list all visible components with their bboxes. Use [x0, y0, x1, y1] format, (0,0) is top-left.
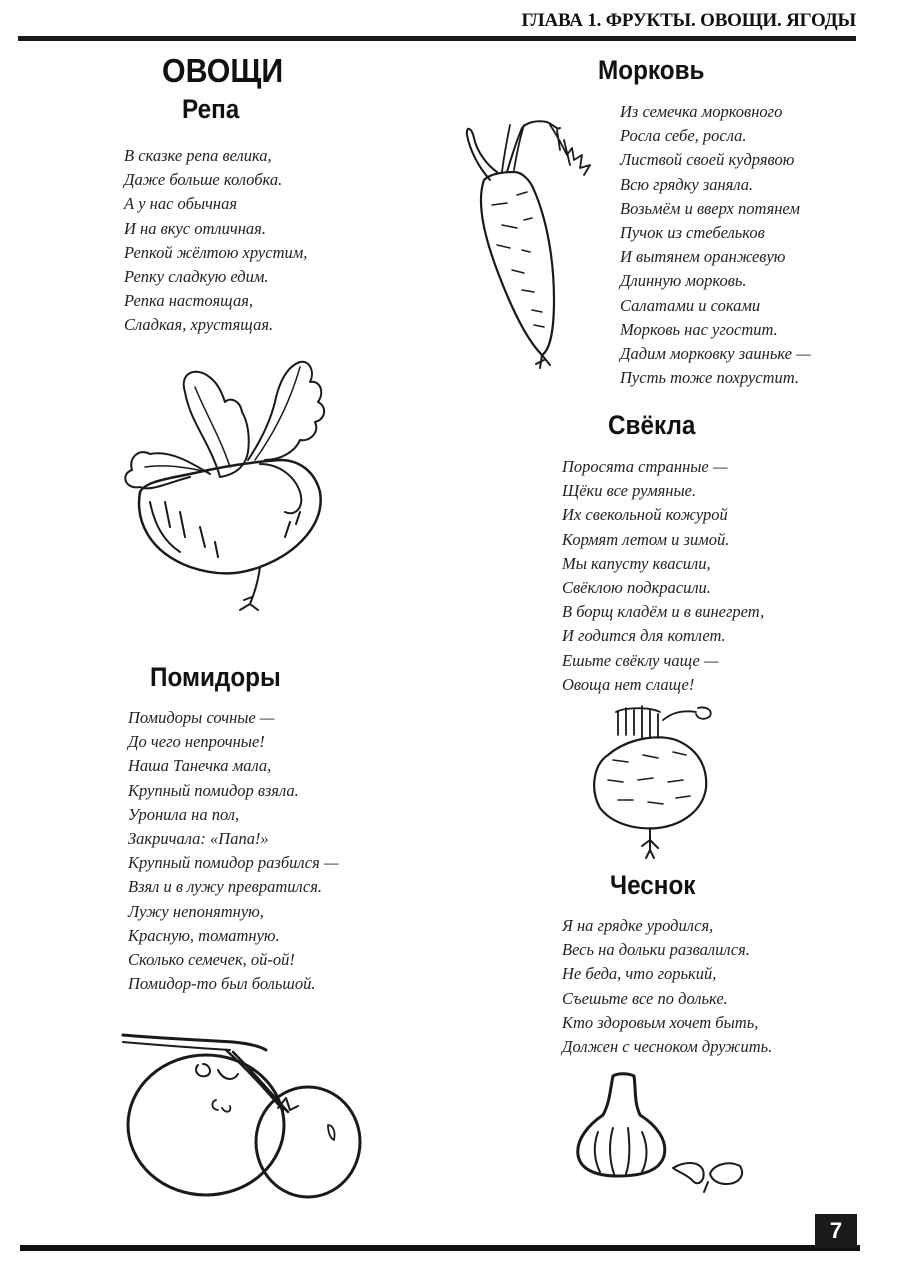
poem-line: Поросята странные —: [562, 457, 728, 476]
poem-line: Морковь нас угостит.: [620, 319, 778, 339]
poem-repa: [124, 144, 307, 338]
footer-divider: [20, 1245, 860, 1251]
poem-svekla: [562, 455, 764, 697]
poem-line: До чего непрочные!: [128, 732, 265, 752]
poem-title-svekla: Свёкла: [608, 410, 696, 440]
poem-line: Росла себе, росла.: [620, 126, 747, 146]
beet-illustration-icon: [588, 700, 718, 860]
poem-line: Должен с чесноком дружить.: [562, 1037, 773, 1057]
poem-line: Весь на дольки развалился.: [562, 940, 750, 960]
poem-line: Репкой жёлтою хрустим,: [124, 242, 308, 262]
tomatoes-illustration-icon: [118, 1030, 368, 1200]
poem-line: Помидоры сочные —: [128, 708, 275, 727]
poem-line: Помидор-то был большой.: [128, 974, 316, 994]
poem-line: Мы капусту квасили,: [562, 553, 711, 573]
carrot-illustration-icon: [462, 110, 602, 375]
poem-line: Репка настоящая,: [124, 291, 254, 311]
poem-line: Крупный помидор разбился —: [128, 853, 339, 873]
poem-line: Салатами и соками: [620, 295, 761, 315]
poem-line: Репку сладкую едим.: [124, 267, 269, 287]
poem-line: Уронила на пол,: [128, 804, 240, 824]
poem-line: Их свекольной кожурой: [562, 505, 728, 525]
poem-line: Ешьте свёклу чаще —: [562, 650, 719, 670]
poem-line: И на вкус отличная.: [124, 218, 266, 238]
poem-line: Возьмём и вверх потянем: [620, 198, 800, 218]
poem-line: Длинную морковь.: [620, 271, 747, 291]
poem-line: Я на грядке уродился,: [562, 916, 714, 935]
poem-line: Взял и в лужу превратился.: [128, 877, 323, 897]
poem-line: Закричала: «Папа!»: [128, 829, 269, 849]
poem-line: Крупный помидор взяла.: [128, 780, 299, 800]
section-title: ОВОЩИ: [162, 52, 284, 89]
poem-line: Съешьте все по дольке.: [562, 988, 728, 1008]
poem-pomidory: [128, 706, 339, 996]
poem-title-pomidory: Помидоры: [150, 662, 281, 692]
poem-line: Пучок из стебельков: [620, 223, 765, 243]
poem-line: И годится для котлет.: [562, 626, 726, 646]
poem-title-repa: Репа: [182, 94, 240, 124]
poem-line: А у нас обычная: [124, 194, 238, 214]
chapter-header: ГЛАВА 1. ФРУКТЫ. ОВОЩИ. ЯГОДЫ: [521, 10, 856, 31]
turnip-illustration-icon: [110, 352, 350, 612]
poem-line: И вытянем оранжевую: [620, 247, 786, 267]
poem-title-morkov: Морковь: [598, 55, 705, 85]
poem-line: Наша Танечка мала,: [128, 756, 272, 776]
poem-line: Сладкая, хрустящая.: [124, 315, 274, 335]
poem-line: Красную, томатную.: [128, 925, 280, 945]
poem-line: Дадим морковку заиньке —: [620, 344, 811, 364]
poem-title-chesnok: Чеснок: [610, 870, 696, 900]
poem-line: Щёки все румяные.: [562, 481, 697, 501]
poem-line: Пусть тоже похрустит.: [620, 368, 800, 388]
poem-chesnok: [562, 914, 772, 1059]
page-number: 7: [815, 1214, 857, 1248]
poem-line: Сколько семечек, ой-ой!: [128, 950, 295, 970]
garlic-illustration-icon: [568, 1070, 748, 1190]
poem-line: Кто здоровым хочет быть,: [562, 1012, 759, 1032]
header-divider: [18, 36, 856, 41]
poem-line: Не беда, что горький,: [562, 964, 717, 984]
poem-line: Из семечка морковного: [620, 102, 783, 121]
poem-line: Листвой своей кудрявою: [620, 150, 795, 170]
poem-morkov: [620, 100, 811, 390]
poem-line: Всю грядку заняла.: [620, 174, 754, 194]
poem-line: В сказке репа велика,: [124, 146, 272, 165]
poem-line: Кормят летом и зимой.: [562, 529, 730, 549]
poem-line: В борщ кладём и в винегрет,: [562, 602, 765, 622]
poem-line: Овоща нет слаще!: [562, 674, 695, 694]
poem-line: Даже больше колобка.: [124, 170, 283, 190]
poem-line: Свёклою подкрасили.: [562, 578, 711, 598]
poem-line: Лужу непонятную,: [128, 901, 264, 921]
